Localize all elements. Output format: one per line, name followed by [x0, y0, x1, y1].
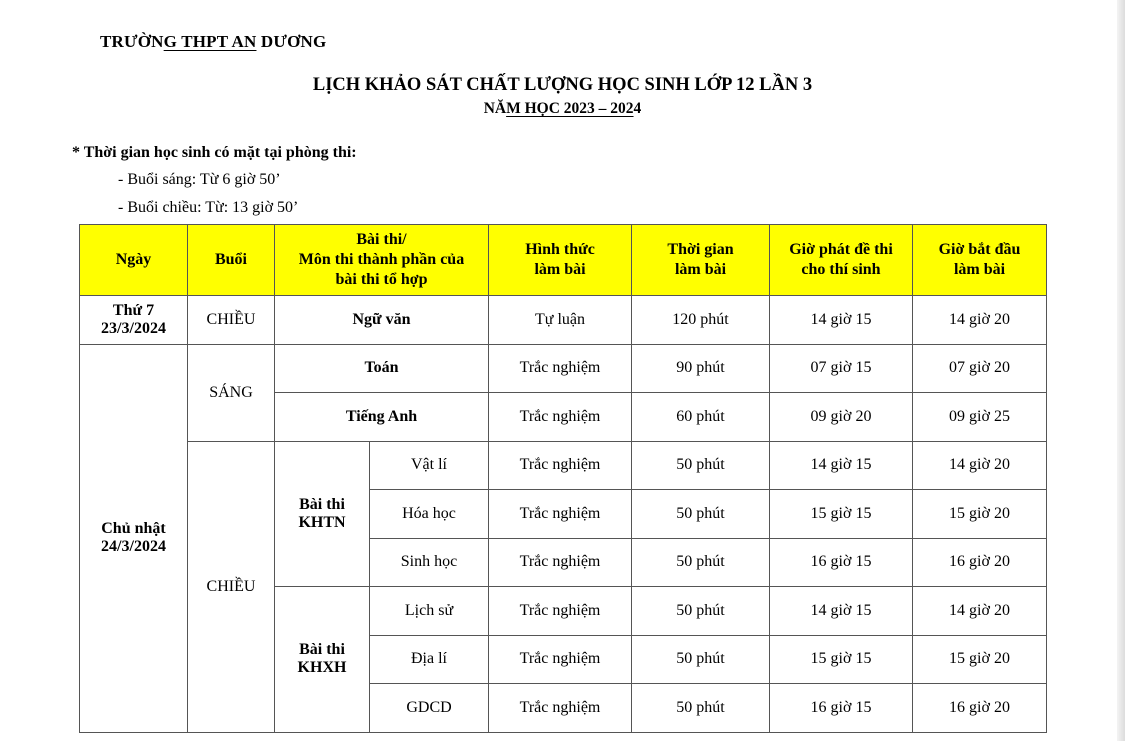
start-cell: 14 giờ 20: [913, 296, 1047, 345]
start-cell: 14 giờ 20: [913, 441, 1047, 490]
format-cell: Trắc nghiệm: [489, 393, 632, 442]
school-name: [100, 32, 326, 52]
subject-cell: Tiếng Anh: [275, 393, 489, 442]
header-start: [913, 225, 1047, 296]
header-distribute-line2: cho thí sinh: [801, 261, 881, 278]
duration-cell: 60 phút: [632, 393, 770, 442]
component-subject-cell: GDCD: [370, 684, 489, 733]
start-cell: 15 giờ 20: [913, 490, 1047, 539]
day-saturday-name: Thứ 7: [112, 301, 155, 319]
distribute-cell: 14 giờ 15: [770, 441, 913, 490]
header-subject-line1: Bài thi/: [356, 231, 407, 248]
format-cell: Trắc nghiệm: [489, 635, 632, 684]
component-subject-cell: Vật lí: [370, 441, 489, 490]
document-subtitle: [0, 100, 1125, 118]
group-khtn-line1: Bài thi: [299, 495, 345, 513]
duration-cell: 50 phút: [632, 587, 770, 636]
group-khxh: [275, 587, 370, 733]
distribute-cell: 14 giờ 15: [770, 587, 913, 636]
table-row: [80, 441, 1047, 490]
format-cell: Trắc nghiệm: [489, 684, 632, 733]
component-subject-cell: Lịch sử: [370, 587, 489, 636]
day-sunday: [80, 344, 188, 732]
start-cell: 15 giờ 20: [913, 635, 1047, 684]
duration-cell: 50 phút: [632, 490, 770, 539]
duration-cell: 50 phút: [632, 538, 770, 587]
group-khxh-line1: Bài thi: [299, 641, 345, 659]
session-cell: CHIỀU: [188, 441, 275, 732]
header-subject-line2: Môn thi thành phần của: [298, 251, 465, 268]
distribute-cell: 15 giờ 15: [770, 490, 913, 539]
group-khtn-line2: KHTN: [298, 513, 346, 531]
day-saturday-date: 23/3/2024: [101, 319, 166, 337]
day-sunday-name: Chủ nhật: [101, 520, 166, 537]
format-cell: Trắc nghiệm: [489, 587, 632, 636]
distribute-cell: 14 giờ 15: [770, 296, 913, 345]
format-cell: Trắc nghiệm: [489, 538, 632, 587]
header-day: Ngày: [80, 225, 188, 296]
notes-heading: * Thời gian học sinh có mặt tại phòng thi:: [72, 144, 357, 161]
table-row: [80, 344, 1047, 393]
duration-cell: 50 phút: [632, 635, 770, 684]
exam-schedule-table: [79, 224, 1047, 733]
header-session: Buổi: [188, 225, 275, 296]
session-cell: SÁNG: [188, 344, 275, 441]
subject-cell: Ngữ văn: [275, 296, 489, 345]
header-subject-line3: bài thi tổ hợp: [335, 271, 428, 288]
format-cell: Trắc nghiệm: [489, 490, 632, 539]
subtitle-suffix: 4: [633, 100, 642, 117]
header-duration: [632, 225, 770, 296]
header-start-line1: Giờ bắt đầu: [938, 241, 1021, 258]
header-subject: [275, 225, 489, 296]
distribute-cell: 09 giờ 20: [770, 393, 913, 442]
header-distribute: [770, 225, 913, 296]
distribute-cell: 15 giờ 15: [770, 635, 913, 684]
duration-cell: 50 phút: [632, 684, 770, 733]
group-khtn: [275, 441, 370, 587]
header-distribute-line1: Giờ phát đề thi: [789, 241, 893, 258]
day-saturday: [80, 296, 188, 345]
component-subject-cell: Địa lí: [370, 635, 489, 684]
school-name-suffix: DƯƠNG: [256, 32, 327, 51]
table-row: [80, 296, 1047, 345]
format-cell: Tự luận: [489, 296, 632, 345]
duration-cell: 120 phút: [632, 296, 770, 345]
header-duration-line2: làm bài: [674, 261, 727, 278]
distribute-cell: 07 giờ 15: [770, 344, 913, 393]
header-format-line1: Hình thức: [525, 241, 595, 258]
start-cell: 07 giờ 20: [913, 344, 1047, 393]
start-cell: 16 giờ 20: [913, 684, 1047, 733]
note-afternoon: - Buổi chiều: Từ: 13 giờ 50’: [118, 199, 299, 216]
header-format-line2: làm bài: [534, 261, 586, 278]
session-cell: CHIỀU: [188, 296, 275, 345]
group-khxh-line2: KHXH: [297, 659, 347, 677]
day-sunday-date: 24/3/2024: [101, 538, 166, 555]
distribute-cell: 16 giờ 15: [770, 684, 913, 733]
distribute-cell: 16 giờ 15: [770, 538, 913, 587]
header-format: [489, 225, 632, 296]
school-name-prefix: TRƯỜN: [100, 32, 164, 51]
duration-cell: 90 phút: [632, 344, 770, 393]
duration-cell: 50 phút: [632, 441, 770, 490]
subject-cell: Toán: [275, 344, 489, 393]
component-subject-cell: Hóa học: [370, 490, 489, 539]
start-cell: 09 giờ 25: [913, 393, 1047, 442]
document-title: LỊCH KHẢO SÁT CHẤT LƯỢNG HỌC SINH LỚP 12 LẦN 3: [312, 75, 813, 95]
subtitle-prefix: NĂ: [483, 100, 507, 117]
format-cell: Trắc nghiệm: [489, 441, 632, 490]
table-header-row: [80, 225, 1047, 296]
format-cell: Trắc nghiệm: [489, 344, 632, 393]
header-start-line2: làm bài: [953, 261, 1006, 278]
start-cell: 16 giờ 20: [913, 538, 1047, 587]
note-morning: - Buổi sáng: Từ 6 giờ 50’: [118, 171, 281, 188]
header-duration-line1: Thời gian: [667, 241, 734, 258]
subtitle-underlined: M HỌC 2023 – 202: [506, 100, 634, 117]
start-cell: 14 giờ 20: [913, 587, 1047, 636]
component-subject-cell: Sinh học: [370, 538, 489, 587]
school-name-underlined: G THPT AN: [163, 32, 257, 51]
